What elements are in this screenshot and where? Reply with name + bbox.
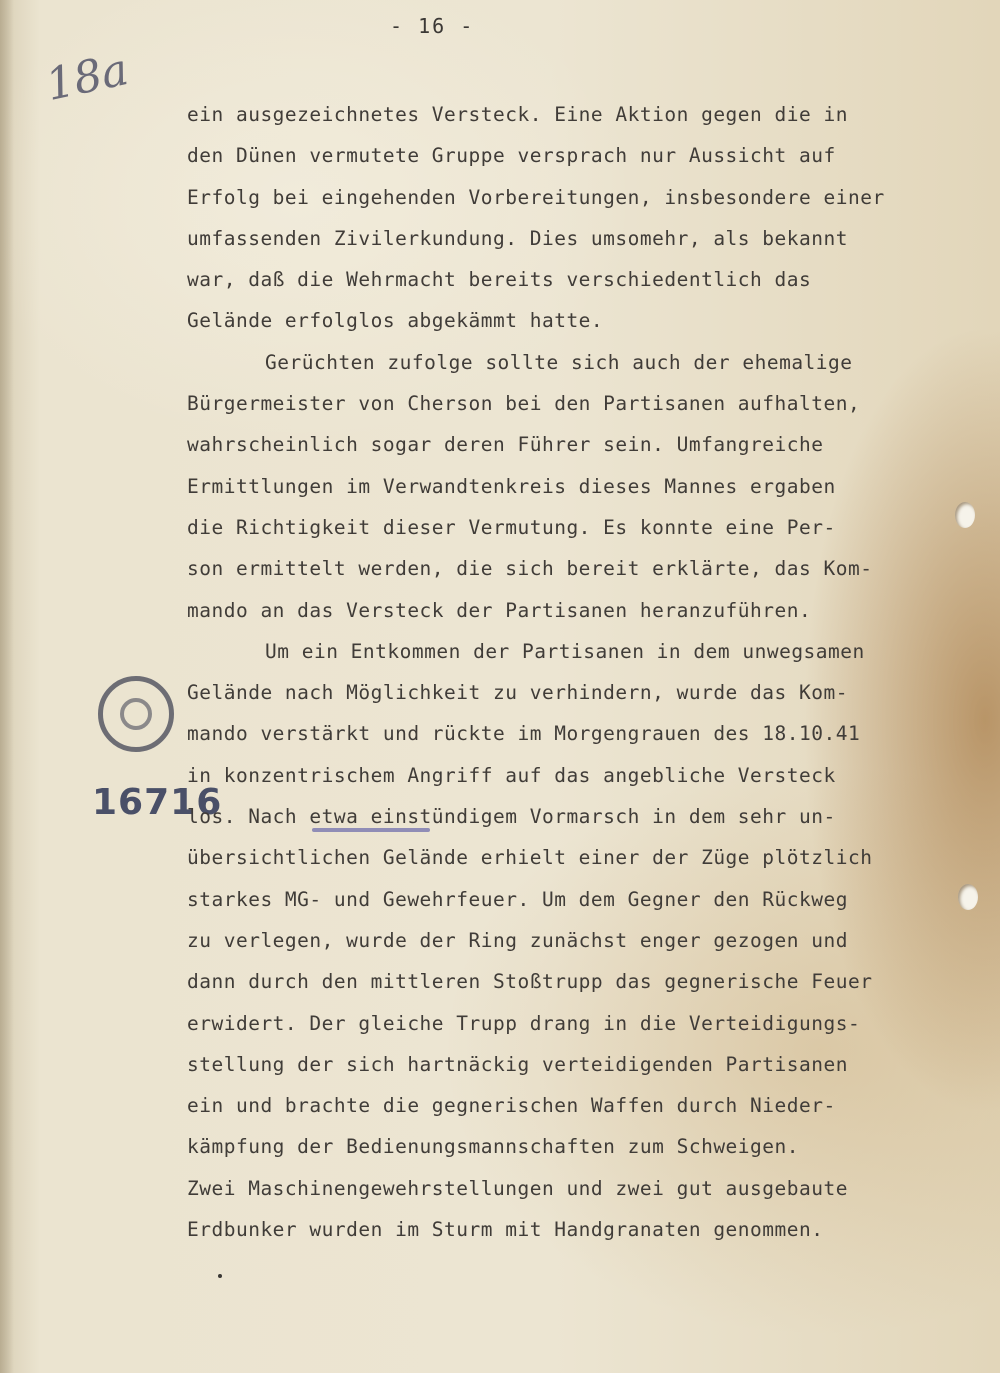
- text-line: Gelände erfolglos abgekämmt hatte.: [187, 309, 604, 333]
- text-line: den Dünen vermutete Gruppe versprach nur Aussicht auf: [187, 144, 836, 168]
- text-line: übersichtlichen Gelände erhielt einer der Züge plötzlich: [187, 846, 873, 870]
- text-line: ein und brachte die gegnerischen Waffen durch Nieder-: [187, 1094, 836, 1118]
- text-line: Bürgermeister von Cherson bei den Partisanen aufhalten,: [187, 392, 861, 416]
- punch-hole-icon: [958, 884, 978, 910]
- page-edge-shadow: [0, 0, 14, 1373]
- text-line: Erdbunker wurden im Sturm mit Handgranaten genommen.: [187, 1218, 824, 1242]
- typewritten-text: [187, 94, 927, 1250]
- ink-dot-mark: [218, 1274, 222, 1278]
- text-line: kämpfung der Bedienungsmannschaften zum Schweigen.: [187, 1135, 799, 1159]
- text-line: ein ausgezeichnetes Versteck. Eine Aktion gegen die in: [187, 103, 848, 126]
- text-line: Zwei Maschinengewehrstellungen und zwei gut ausgebaute: [187, 1176, 848, 1200]
- text-line: war, daß die Wehrmacht bereits verschiedentlich das: [187, 268, 812, 292]
- page-number: - 16 -: [390, 14, 475, 38]
- text-line: erwidert. Der gleiche Trupp drang in die Verteidigungs-: [187, 1011, 861, 1035]
- text-line: zu verlegen, wurde der Ring zunächst enger gezogen und: [187, 928, 848, 952]
- text-line: son ermittelt werden, die sich bereit erklärte, das Kom-: [187, 557, 873, 581]
- handwritten-page-mark: 18a: [41, 44, 133, 111]
- pencil-underline-mark: [312, 828, 430, 832]
- text-line: in konzentrischem Angriff auf das angebliche Versteck: [187, 763, 836, 787]
- text-line: die Richtigkeit dieser Vermutung. Es konnte eine Per-: [187, 515, 836, 539]
- text-line: umfassenden Zivilerkundung. Dies umsomehr, als bekannt: [187, 226, 848, 250]
- text-line: stellung der sich hartnäckig verteidigenden Partisanen: [187, 1052, 848, 1076]
- text-line: Gerüchten zufolge sollte sich auch der ehemalige: [265, 350, 853, 374]
- text-line: Gelände nach Möglichkeit zu verhindern, wurde das Kom-: [187, 681, 848, 705]
- text-line: los. Nach etwa einstündigem Vormarsch in dem sehr un-: [187, 805, 836, 829]
- text-line: Ermittlungen im Verwandtenkreis dieses Mannes ergaben: [187, 474, 836, 498]
- text-line: dann durch den mittleren Stoßtrupp das gegnerische Feuer: [187, 970, 873, 994]
- text-line: mando verstärkt und rückte im Morgengrauen des 18.10.41: [187, 722, 861, 746]
- text-line: Um ein Entkommen der Partisanen in dem unwegsamen: [265, 639, 865, 663]
- text-line: starkes MG- und Gewehrfeuer. Um dem Gegner den Rückweg: [187, 887, 848, 911]
- archive-stamp-icon: [98, 676, 174, 752]
- text-line: mando an das Versteck der Partisanen heranzuführen.: [187, 598, 812, 622]
- archive-number: 16716: [92, 782, 223, 823]
- text-line: Erfolg bei eingehenden Vorbereitungen, insbesondere einer: [187, 185, 885, 209]
- text-line: wahrscheinlich sogar deren Führer sein. Umfangreiche: [187, 433, 824, 457]
- punch-hole-icon: [955, 502, 975, 528]
